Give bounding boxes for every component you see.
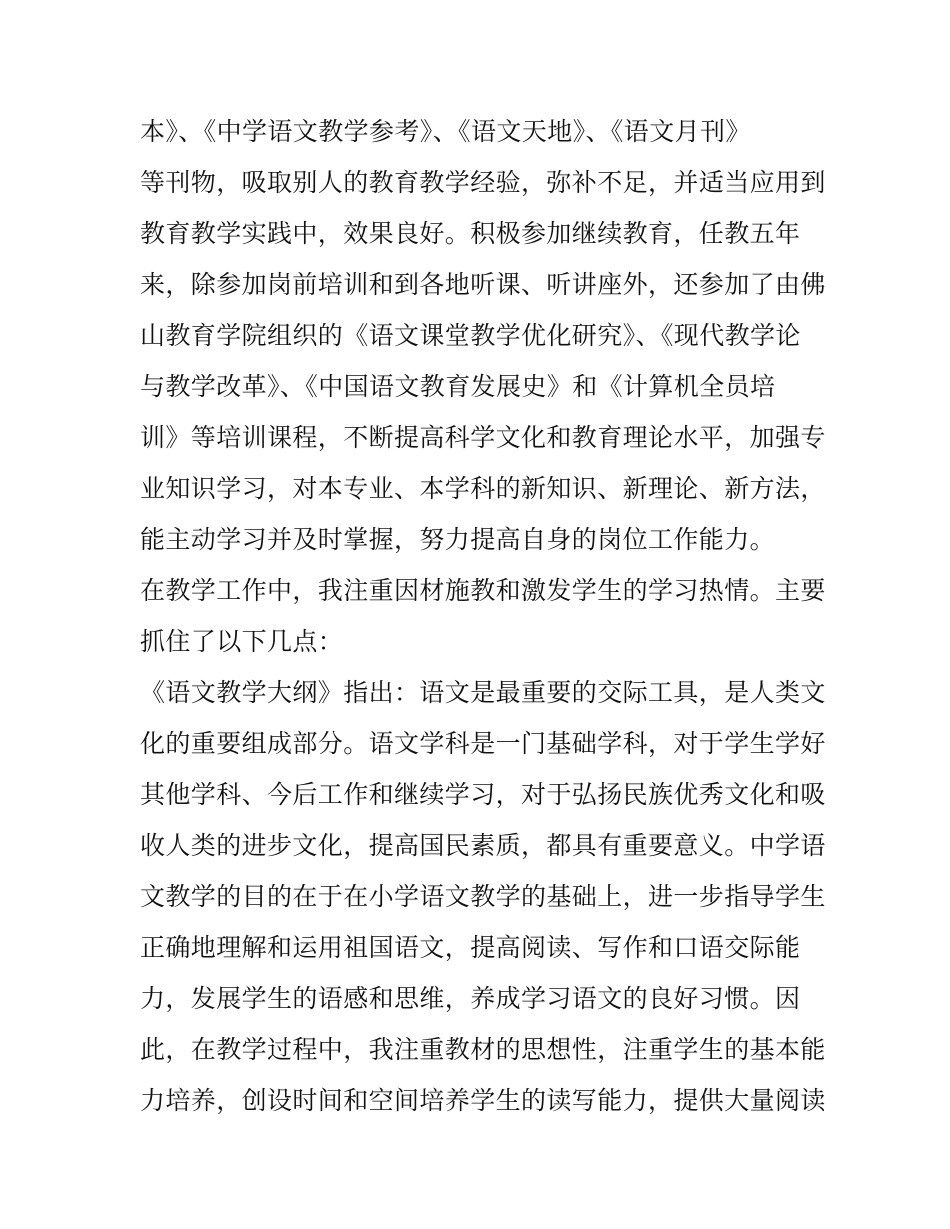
- text-line: 教育教学实践中，效果良好。积极参加继续教育，任教五年: [140, 219, 801, 248]
- text-line: 正确地理解和运用祖国语文，提高阅读、写作和口语交际能: [140, 933, 801, 962]
- text-line: 本》、《中学语文教学参考》、《语文天地》、《语文月刊》: [140, 117, 751, 146]
- text-line: 能主动学习并及时掌握，努力提高自身的岗位工作能力。: [140, 525, 776, 554]
- text-line: 与教学改革》、《中国语文教育发展史》和《计算机全员培: [140, 372, 776, 401]
- text-line: 力，发展学生的语感和思维，养成学习语文的良好习惯。因: [140, 984, 801, 1013]
- text-line: 在教学工作中，我注重因材施教和激发学生的学习热情。主要: [140, 576, 826, 605]
- text-line: 业知识学习，对本专业、本学科的新知识、新理论、新方法，: [140, 474, 826, 503]
- text-line: 抓住了以下几点：: [140, 627, 344, 656]
- text-line: 此，在教学过程中，我注重教材的思想性，注重学生的基本能: [140, 1035, 826, 1064]
- text-line: 等刊物，吸取别人的教育教学经验，弥补不足，并适当应用到: [140, 168, 826, 197]
- text-line: 文教学的目的在于在小学语文教学的基础上，进一步指导学生: [140, 882, 826, 911]
- text-line: 化的重要组成部分。语文学科是一门基础学科，对于学生学好: [140, 729, 826, 758]
- text-line: 《语文教学大纲》指出：语文是最重要的交际工具，是人类文: [140, 678, 826, 707]
- text-line: 来，除参加岗前培训和到各地听课、听讲座外，还参加了由佛: [140, 270, 826, 299]
- text-line: 其他学科、今后工作和继续学习，对于弘扬民族优秀文化和吸: [140, 780, 826, 809]
- body-text: [140, 106, 826, 1126]
- text-line: 训》等培训课程，不断提高科学文化和教育理论水平，加强专: [140, 423, 826, 452]
- text-line: 山教育学院组织的《语文课堂教学优化研究》、《现代教学论: [140, 321, 801, 350]
- text-line: 力培养，创设时间和空间培养学生的读写能力，提供大量阅读: [140, 1086, 826, 1115]
- text-line: 收人类的进步文化，提高国民素质，都具有重要意义。中学语: [140, 831, 826, 860]
